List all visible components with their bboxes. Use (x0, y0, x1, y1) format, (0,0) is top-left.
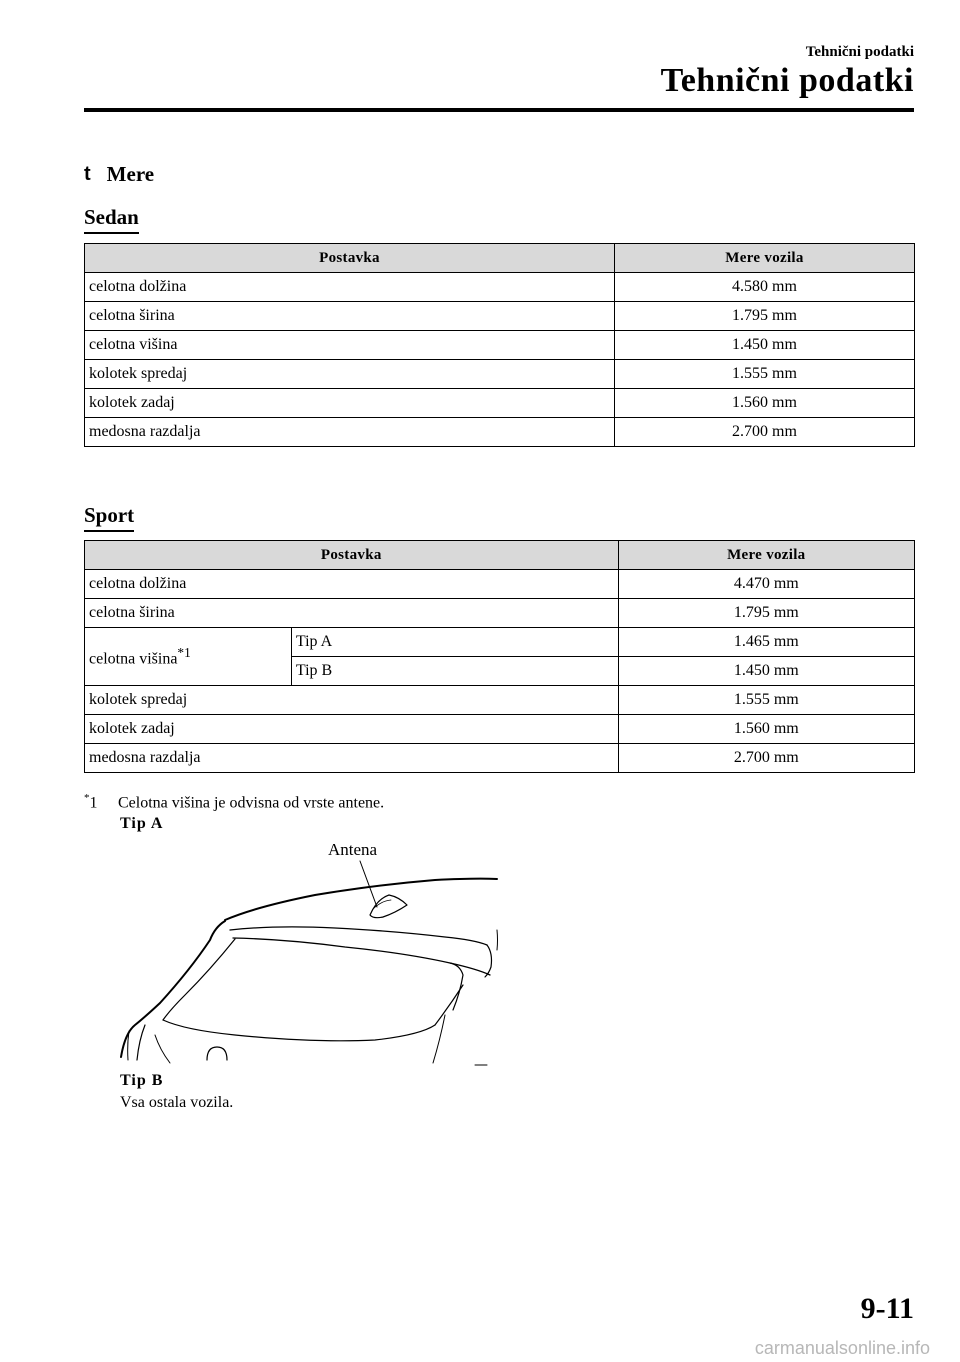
rear-pillar-outline (121, 921, 225, 1057)
footnote-marker: *1 (177, 644, 191, 660)
row-value: 1.450 mm (615, 331, 915, 360)
watermark: carmanualsonline.info (754, 1338, 930, 1358)
spoiler-lower-edge (233, 938, 490, 975)
table-row (85, 360, 915, 389)
footnote-digit: 1 (89, 794, 98, 812)
row-label: kolotek zadaj (85, 389, 615, 418)
footnote-text: Celotna višina je odvisna od vrste antene. (118, 794, 385, 812)
row-sublabel: Tip A (291, 628, 618, 657)
spoiler-top-edge (230, 927, 487, 945)
table-row (85, 599, 915, 628)
footnote-number (84, 792, 118, 812)
running-header-small: Tehnični podatki (805, 44, 914, 60)
table-row (85, 418, 915, 447)
row-value: 1.795 mm (618, 599, 914, 628)
tip-b-label: Tip B (120, 1072, 164, 1089)
column-header-dimensions: Mere vozila (615, 244, 915, 273)
table-row (85, 302, 915, 331)
sport-table (84, 540, 915, 773)
row-label: celotna širina (85, 302, 615, 331)
sport-title: Sport (84, 503, 134, 532)
table-row (85, 744, 915, 773)
table-row (85, 389, 915, 418)
row-value: 1.795 mm (615, 302, 915, 331)
row-value: 2.700 mm (615, 418, 915, 447)
tip-a-label: Tip A (120, 815, 164, 832)
column-header-dimensions: Mere vozila (618, 541, 914, 570)
sedan-heading (84, 205, 139, 234)
row-label: celotna dolžina (85, 570, 619, 599)
row-label: medosna razdalja (85, 418, 615, 447)
row-value: 1.555 mm (618, 686, 914, 715)
row-label-text: celotna višina (89, 650, 178, 668)
rear-emblem-outline (207, 1047, 227, 1060)
row-value: 1.555 mm (615, 360, 915, 389)
footnote-asterisk: * (84, 792, 90, 804)
rear-window-bottom-edge (163, 1020, 435, 1041)
row-label: celotna širina (85, 599, 619, 628)
section-bullet-icon: t (84, 163, 91, 185)
row-value: 4.580 mm (615, 273, 915, 302)
antenna-leader-line (360, 861, 377, 907)
antenna-callout-label: Antena (328, 840, 378, 859)
section-heading (84, 162, 154, 187)
row-label (85, 628, 292, 686)
row-value: 1.560 mm (618, 715, 914, 744)
row-label: kolotek zadaj (85, 715, 619, 744)
column-header-item: Postavka (85, 541, 619, 570)
sedan-title: Sedan (84, 205, 139, 234)
footnote (84, 792, 384, 812)
tailgate-line (155, 1035, 170, 1063)
row-label: celotna višina (85, 331, 615, 360)
row-label: kolotek spredaj (85, 360, 615, 389)
row-value: 4.470 mm (618, 570, 914, 599)
table-header-row (85, 244, 915, 273)
roof-outline (225, 879, 497, 920)
row-value: 1.465 mm (618, 628, 914, 657)
tip-b-description: Vsa ostala vozila. (120, 1094, 234, 1111)
row-label: celotna dolžina (85, 273, 615, 302)
spoiler-tip-outline (485, 945, 492, 977)
section-title: Mere (106, 162, 155, 186)
rear-window-left-edge (163, 939, 235, 1020)
table-row (85, 570, 915, 599)
running-header-title: Tehnični podatki (660, 62, 914, 99)
sport-heading (84, 503, 134, 532)
sedan-table (84, 243, 915, 447)
taillight-outline (137, 1025, 145, 1060)
rear-window-right-edge (435, 985, 463, 1025)
table-header-row (85, 541, 915, 570)
tailgate-right-line (433, 1015, 445, 1063)
table-row (85, 628, 915, 657)
header-rule (84, 108, 914, 112)
table-row (85, 273, 915, 302)
row-value: 1.560 mm (615, 389, 915, 418)
row-label: medosna razdalja (85, 744, 619, 773)
table-row (85, 686, 915, 715)
row-sublabel: Tip B (291, 657, 618, 686)
row-value: 1.450 mm (618, 657, 914, 686)
table-row (85, 715, 915, 744)
page-number: 9-11 (860, 1292, 914, 1325)
roof-side-line (497, 930, 498, 950)
spoiler-end-outline (450, 963, 463, 1010)
row-value: 2.700 mm (618, 744, 914, 773)
column-header-item: Postavka (85, 244, 615, 273)
antenna-figure (115, 835, 505, 1070)
table-row (85, 331, 915, 360)
row-label: kolotek spredaj (85, 686, 619, 715)
